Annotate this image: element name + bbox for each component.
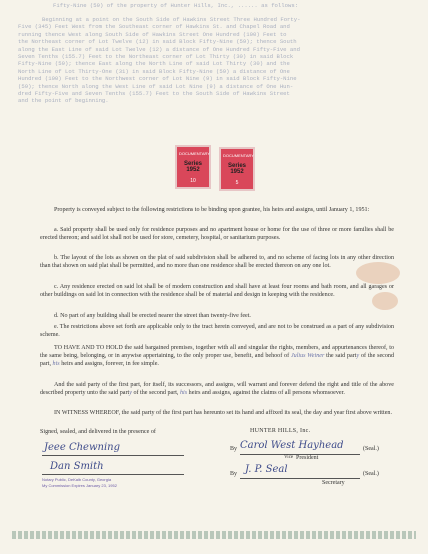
paper-stain	[372, 292, 398, 310]
faded-line: along the East Line of said Lot Twelve (12) a distance of One Hundred Fifty-Five and	[18, 45, 300, 53]
secretary-line	[240, 478, 360, 479]
restriction-d: d. No part of any building shall be erected nearer the street than twenty-five feet.	[54, 313, 251, 319]
party-suffix: y	[129, 390, 132, 397]
restriction-e: e. The restrictions above set forth are applicable only to the tract herein conveyed, and are not to be construed as a part of any subdivision scheme.	[40, 324, 394, 339]
faded-line: dred Fifty-Five and Seven Tenths (155.7) Feet to the South Side of Hawkins Street	[18, 90, 290, 98]
faded-line: Five (345) Feet West from the Southeast corner of Hawkins St. and Chapel Road and	[18, 23, 290, 31]
stamp-label: DOCUMENTARY	[179, 151, 210, 156]
witness-signature-1: Jeee Chewning	[44, 442, 120, 453]
stamp-overprint: Series 1952	[183, 161, 202, 173]
warranty-text: heirs and assigns, against the claims of all persons whomsoever.	[188, 390, 345, 397]
signed-sealed-line: Signed, sealed, and delivered in the presence of	[40, 429, 156, 435]
stamp-overprint: Series 1952	[227, 163, 246, 175]
documentary-stamp	[175, 145, 211, 189]
warranty-text: of the second part,	[133, 390, 179, 397]
restriction-c: c. Any residence erected on said lot shall be of modern construction and shall have at least four rooms and bath room, and all garages or other buildings on said lot in connection with the residence shall be of material and design in keeping with the residence.	[40, 284, 394, 299]
documentary-stamp	[219, 147, 255, 191]
seal-label: (Seal.)	[363, 471, 379, 477]
faded-line: running thence West along South Side of Hawkins Street One Hundred (100) Feet to	[18, 30, 287, 38]
notary-stamp-line-1: Notary Public, DeKalb County, Georgia	[42, 477, 112, 482]
pronoun-his: his	[179, 390, 188, 397]
paper-stain	[356, 262, 400, 284]
witness-signature-2: Dan Smith	[50, 461, 104, 472]
secretary-signature: J. P. Seal	[245, 464, 288, 475]
documentary-stamps	[163, 145, 263, 195]
faded-line: (59); thence North along the West Line of said Lot Nine (9) a distance of One Hun-	[18, 82, 294, 90]
president-title: President	[296, 455, 319, 461]
vice-label: Vice	[284, 455, 294, 460]
stamp-denomination: 5	[235, 180, 239, 186]
witness-line-2	[42, 474, 184, 475]
faded-description-lines	[18, 16, 404, 105]
company-name: HUNTER HILLS, Inc.	[250, 428, 311, 434]
faded-line: North Line of Lot Thirty-One (31) in said Block Fifty-Nine (59) a distance of One	[18, 67, 290, 75]
warranty-clause	[40, 381, 394, 397]
faded-line: the Northeast corner of Lot Twelve (12) in said Block Fifty-Nine (59); thence South	[18, 38, 297, 46]
habendum-clause	[40, 344, 394, 369]
faded-line: Hundred (100) Feet to the Northwest corner of Lot Nine (9) in said Block Fifty-Nine	[18, 75, 297, 83]
habendum-text: heirs and assigns, forever, in fee simple.	[61, 361, 159, 368]
stamp-denomination: 10	[190, 178, 196, 184]
stamp-label: DOCUMENTARY	[223, 153, 254, 158]
notary-stamp-line-2: My Commission Expires January 23, 1952	[42, 483, 117, 488]
habendum-text: of the second part,	[40, 353, 394, 368]
in-witness-whereof: IN WITNESS WHEREOF, the said party of the first part has hereunto set its hand and affixed its seal, the day and year first above written.	[54, 410, 392, 416]
pronoun-his: his	[52, 361, 60, 368]
faded-line: and the point of beginning.	[18, 97, 109, 105]
witness-line-1	[42, 455, 184, 456]
by-label: By	[230, 471, 238, 477]
president-signature: Carol West Hayhead	[240, 440, 344, 451]
restriction-a: a. Said property shall be used only for residence purposes and no apartment house or home for the use of three or more families shall be erected thereon; and said lot shall not be used for store, cemetery, hospital, or sanitarium purposes.	[40, 227, 394, 242]
faded-line: Beginning at a point on the South Side of Hawkins Street Three Hundred Forty-	[42, 16, 301, 23]
secretary-title: Secretary	[322, 480, 345, 486]
faded-top-line: Fifty-Nine (59) of the property of Hunter Hills, Inc., ...... as follows:	[53, 2, 299, 9]
habendum-text: the said part	[326, 353, 357, 360]
restrictions-intro: Property is conveyed subject to the following restrictions to be binding upon grantee, his heirs and assigns, until January 1, 1951:	[54, 207, 370, 213]
grantee-name: Julius Weiner	[290, 353, 325, 360]
faded-line: Seven Tenths (155.7) Feet to the Northeast corner of Lot Thirty (30) in said Block	[18, 53, 294, 61]
faded-line: Fifty-Nine (59); thence East along the North Line of said Lot Thirty (30) and the	[18, 60, 290, 68]
by-label: By	[230, 446, 238, 452]
seal-label: (Seal.)	[363, 446, 379, 452]
warranty-text: And the said party of the first part, for itself, its successors, and assigns, will warrant and forever defend the right and title of the above described property unto the said part	[40, 382, 394, 397]
party-suffix: y	[356, 353, 360, 360]
restriction-b: b. The layout of the lots as shown on the plat of said subdivision shall be adhered to, and no scheme of facing lots in any other direction than that shown on said plat shall be permitted, and no more than one residence shall be erected thereon on any one lot.	[40, 255, 394, 270]
decorative-border	[12, 531, 416, 539]
habendum-text: TO HAVE AND TO HOLD the said bargained premises, together with all and singular the rights, members, and appurtenances thereof, to the same being, belonging, or in anywise appertaining, to the only proper use, benefit, and behoof of	[40, 345, 394, 360]
